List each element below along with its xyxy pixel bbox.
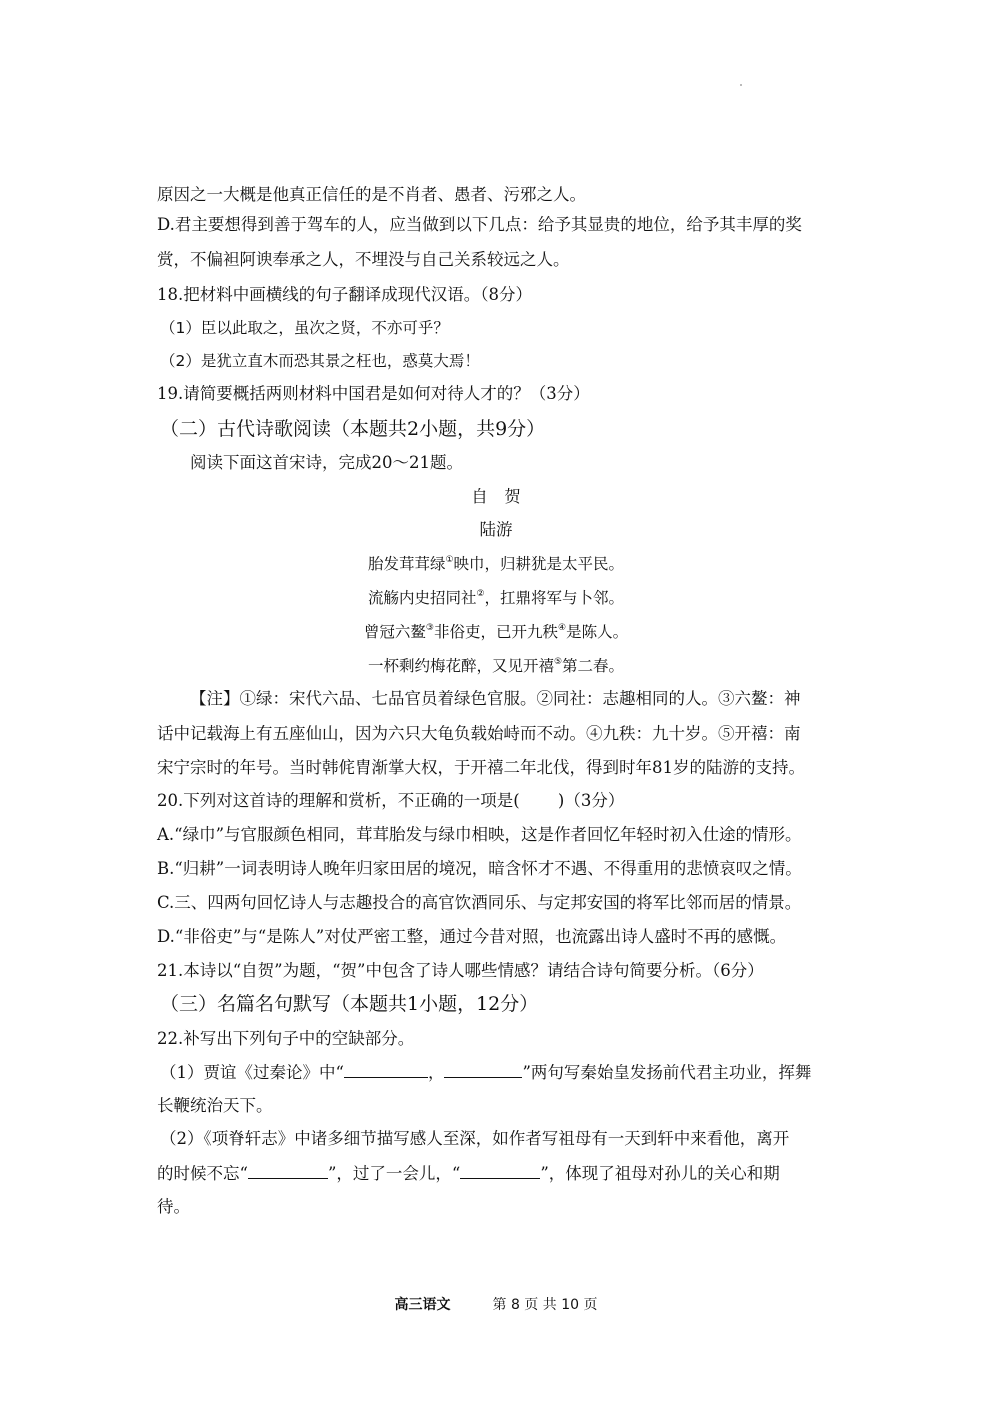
option-b: B.“归耕”一词表明诗人晚年归家田居的境况，暗含怀才不遇、不得重用的悲愤哀叹之情。 — [157, 859, 802, 878]
fill-blank[interactable] — [248, 1162, 328, 1179]
question-21: 21.本诗以“自贺”为题，“贺”中包含了诗人哪些情感？请结合诗句简要分析。（6分） — [157, 961, 764, 980]
question-20: 20.下列对这首诗的理解和赏析，不正确的一项是( )（3分） — [157, 791, 625, 810]
poem-author: 陆游 — [479, 520, 513, 539]
annotation: 话中记载海上有五座仙山，因为六只大龟负载始峙而不动。④九秩：九十岁。⑤开禧：南 — [157, 724, 801, 743]
scan-speck — [740, 84, 742, 86]
page-number: 第 8 页 共 10 页 — [492, 1297, 598, 1313]
question-22-part-2: （2）《项脊轩志》中诸多细节描写感人至深，如作者写祖母有一天到轩中来看他，离开 — [160, 1129, 790, 1148]
poem-line: 一杯剩约梅花醉，又见开禧⑤第二春。 — [367, 657, 625, 675]
page-footer — [0, 1294, 992, 1314]
option-d: D.君主要想得到善于驾车的人，应当做到以下几点：给予其显贵的地位，给予其丰厚的奖 — [157, 215, 802, 234]
reading-instruction: 阅读下面这首宋诗，完成20～21题。 — [190, 453, 463, 472]
annotation: 宋宁宗时的年号。当时韩侂胄渐掌大权，于开禧二年北伐，得到时年81岁的陆游的支持。 — [157, 758, 805, 777]
section-heading-3: （三）名篇名句默写（本题共1小题，12分） — [160, 993, 539, 1015]
question-22-part-2-cont: 的时候不忘“ ”，过了一会儿，“ ”，体现了祖母对孙儿的关心和期 — [157, 1164, 780, 1183]
question-22: 22.补写出下列句子中的空缺部分。 — [157, 1029, 415, 1048]
fill-blank[interactable] — [344, 1061, 428, 1078]
option-c: C.三、四两句回忆诗人与志趣投合的高官饮酒同乐、与定邦安国的将军比邻而居的情景。 — [157, 893, 802, 912]
question-18: 18.把材料中画横线的句子翻译成现代汉语。（8分） — [157, 285, 532, 304]
annotation: 【注】①绿：宋代六品、七品官员着绿色官服。②同社：志趣相同的人。③六鳌：神 — [190, 689, 801, 708]
poem-line: 流觞内史招同社②，扛鼎将军与卜邻。 — [367, 589, 625, 607]
fill-blank[interactable] — [460, 1162, 540, 1179]
fill-blank[interactable] — [444, 1061, 522, 1078]
question-22-part-2-cont: 待。 — [157, 1197, 190, 1216]
option-d: D.“非俗吏”与“是陈人”对仗严密工整，通过今昔对照，也流露出诗人盛时不再的感慨。 — [157, 927, 787, 946]
question-18-part-1: （1）臣以此取之，虽次之贤，不亦可乎？ — [160, 319, 449, 337]
option-a: A.“绿巾”与官服颜色相同，茸茸胎发与绿巾相映，这是作者回忆年轻时初入仕途的情形。 — [157, 825, 802, 844]
poem-line: 胎发茸茸绿①映巾，归耕犹是太平民。 — [367, 555, 625, 573]
poem-title: 自 贺 — [471, 487, 521, 506]
subject-label: 高三语文 — [394, 1297, 451, 1313]
text-line: 赏，不偏袒阿谀奉承之人，不埋没与自己关系较远之人。 — [157, 250, 570, 269]
question-22-part-1: （1）贾谊《过秦论》中“ ， ”两句写秦始皇发扬前代君主功业，挥舞 — [160, 1063, 812, 1082]
poem-line: 曾冠六鳌③非俗吏，已开九秩④是陈人。 — [363, 623, 629, 641]
text-line: 原因之一大概是他真正信任的是不肖者、愚者、污邪之人。 — [157, 185, 586, 204]
question-18-part-2: （2）是犹立直木而恐其景之枉也，惑莫大焉！ — [160, 352, 480, 370]
question-19: 19.请简要概括两则材料中国君是如何对待人才的？（3分） — [157, 384, 590, 403]
question-22-part-1-cont: 长鞭统治天下。 — [157, 1096, 273, 1115]
section-heading-2: （二）古代诗歌阅读（本题共2小题，共9分） — [160, 418, 546, 440]
